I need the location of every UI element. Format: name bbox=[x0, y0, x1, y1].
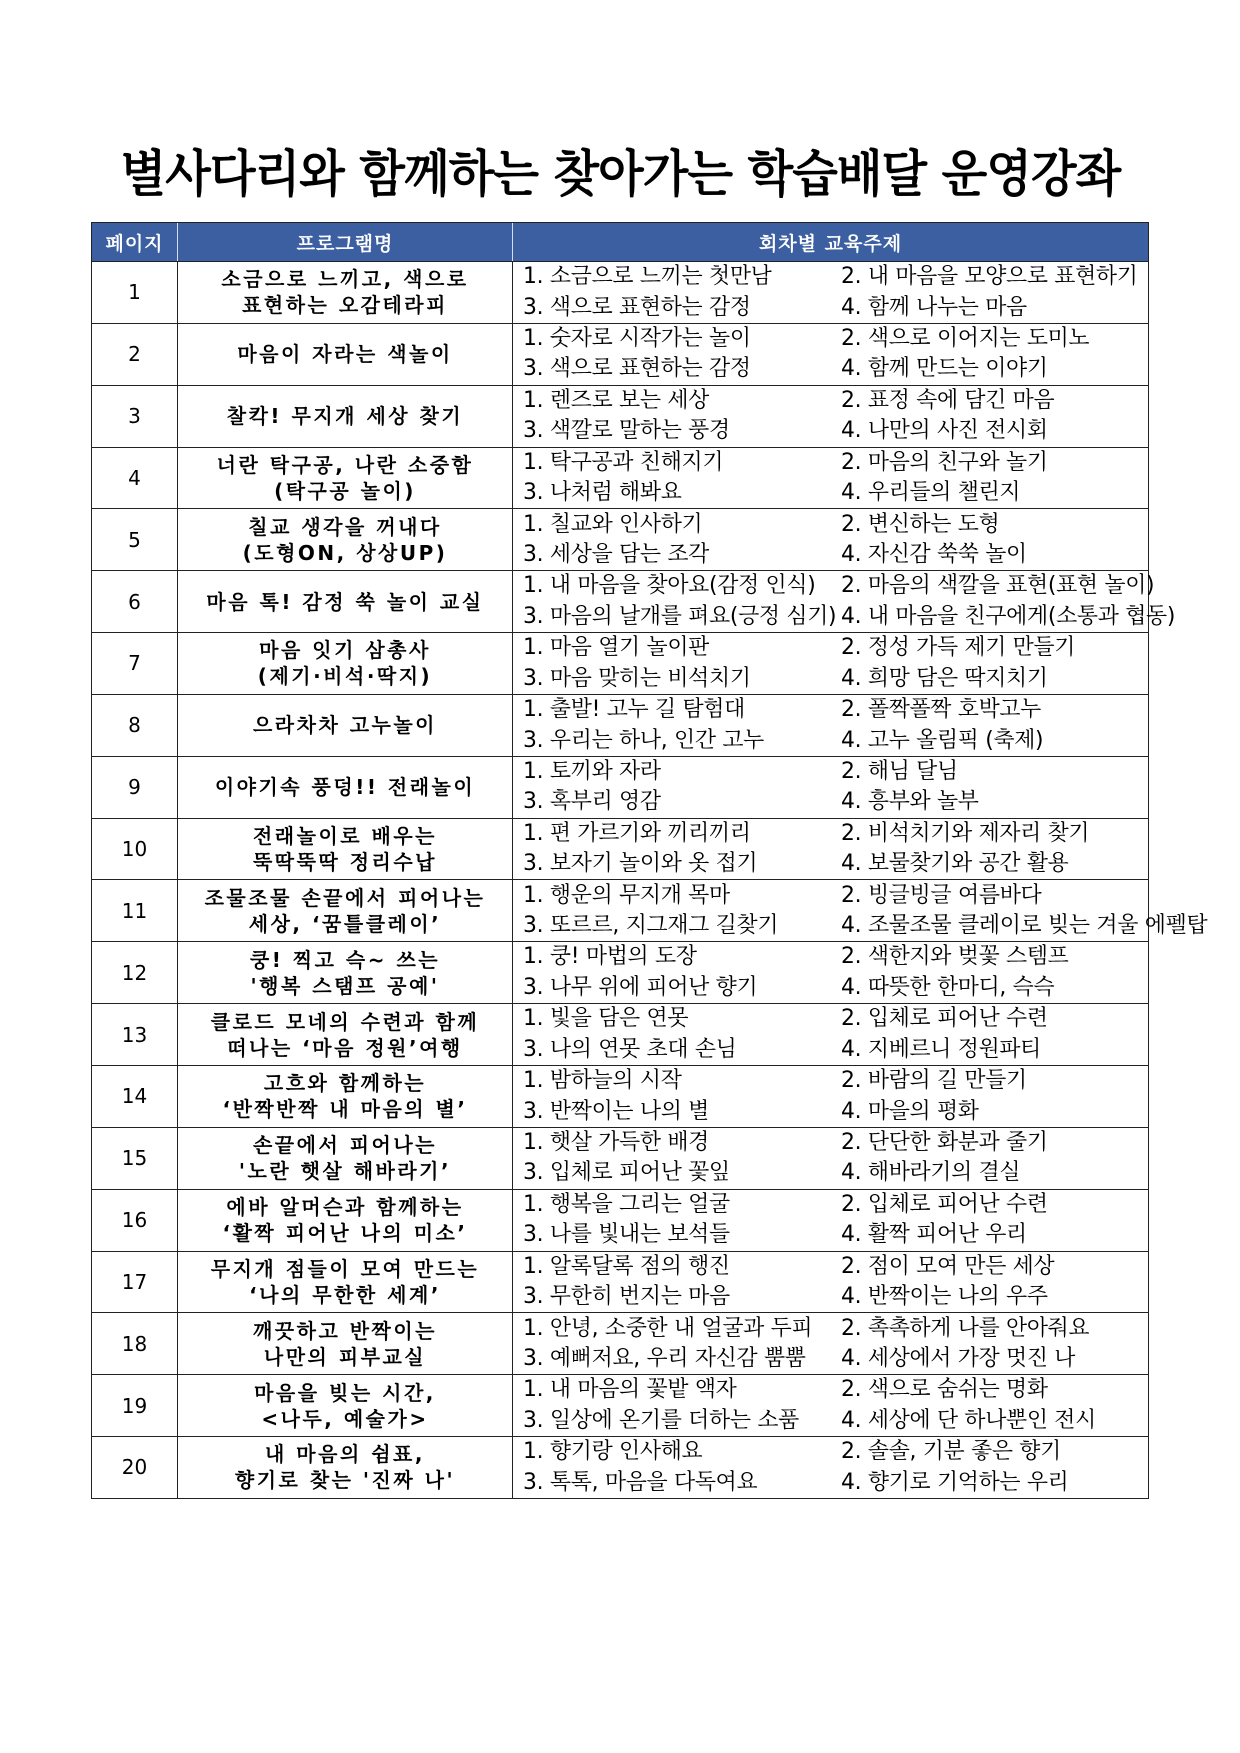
session-topic: 3. 색으로 표현하는 감정 bbox=[523, 294, 751, 320]
session-topic: 3. 나를 빛내는 보석들 bbox=[523, 1222, 730, 1248]
session-topic: 3. 예뻐저요, 우리 자신감 뿜뿜 bbox=[523, 1345, 806, 1371]
table-row bbox=[92, 1312, 1148, 1374]
session-topic: 1. 렌즈로 보는 세상 bbox=[523, 387, 710, 413]
table-row bbox=[92, 818, 1148, 880]
page-title bbox=[0, 136, 1240, 204]
session-topic: 2. 바람의 길 만들기 bbox=[841, 1068, 1027, 1094]
session-topic: 2. 색한지와 벚꽃 스템프 bbox=[841, 944, 1069, 970]
program-name-line: '노란 햇살 해바라기’ bbox=[238, 1159, 452, 1184]
program-name bbox=[178, 695, 513, 756]
program-table bbox=[91, 222, 1208, 1499]
session-topic: 1. 밤하늘의 시작 bbox=[523, 1068, 682, 1094]
program-name bbox=[178, 262, 513, 323]
session-topics bbox=[513, 1128, 1148, 1189]
session-topic: 4. 향기로 기억하는 우리 bbox=[841, 1469, 1069, 1495]
program-name bbox=[178, 880, 513, 941]
session-topic: 2. 변신하는 도형 bbox=[841, 511, 1000, 537]
program-name-line: 으라차차 고누놀이 bbox=[252, 713, 438, 738]
session-topic: 4. 해바라기의 결실 bbox=[841, 1160, 1021, 1186]
page-number: 7 bbox=[92, 633, 178, 694]
program-name bbox=[178, 1313, 513, 1374]
session-topic: 3. 마음의 날개를 펴요(긍정 심기) bbox=[523, 603, 837, 629]
table-row bbox=[92, 1189, 1148, 1251]
page-number: 12 bbox=[92, 942, 178, 1003]
header-topics: 회차별 교육주제 bbox=[758, 232, 903, 255]
table-row bbox=[92, 261, 1148, 323]
session-topic: 2. 색으로 이어지는 도미노 bbox=[841, 326, 1090, 352]
session-topic: 2. 비석치기와 제자리 찾기 bbox=[841, 820, 1090, 846]
session-topic: 4. 고누 올림픽 (축제) bbox=[841, 727, 1044, 753]
program-name-line: 클로드 모네의 수련과 함께 bbox=[210, 1009, 480, 1034]
page-number: 13 bbox=[92, 1004, 178, 1065]
page-number: 14 bbox=[92, 1066, 178, 1127]
session-topic: 2. 솔솔, 기분 좋은 향기 bbox=[841, 1439, 1061, 1465]
session-topic: 3. 색으로 표현하는 감정 bbox=[523, 356, 751, 382]
page-number: 8 bbox=[92, 695, 178, 756]
session-topic: 2. 폴짝폴짝 호박고누 bbox=[841, 697, 1041, 723]
session-topic: 1. 소금으로 느끼는 첫만남 bbox=[523, 264, 772, 290]
program-name-line: <나두, 예술가> bbox=[261, 1406, 429, 1431]
session-topic: 2. 색으로 숨쉬는 명화 bbox=[841, 1377, 1048, 1403]
session-topic: 1. 향기랑 인사해요 bbox=[523, 1439, 703, 1465]
session-topics bbox=[513, 262, 1148, 323]
session-topic: 4. 지베르니 정원파티 bbox=[841, 1036, 1041, 1062]
session-topic: 4. 내 마음을 친구에게(소통과 협동) bbox=[841, 603, 1176, 629]
session-topic: 1. 편 가르기와 끼리끼리 bbox=[523, 820, 751, 846]
program-name bbox=[178, 1066, 513, 1127]
page-number: 15 bbox=[92, 1128, 178, 1189]
page-number: 4 bbox=[92, 448, 178, 509]
page-number: 1 bbox=[92, 262, 178, 323]
session-topic: 1. 내 마음을 찾아요(감정 인식) bbox=[523, 573, 816, 599]
session-topic: 2. 촉촉하게 나를 안아줘요 bbox=[841, 1315, 1090, 1341]
program-name bbox=[178, 1128, 513, 1189]
page-number: 5 bbox=[92, 509, 178, 570]
table-row bbox=[92, 941, 1148, 1003]
session-topic: 3. 혹부리 영감 bbox=[523, 789, 661, 815]
session-topic: 3. 우리는 하나, 인간 고누 bbox=[523, 727, 764, 753]
program-name bbox=[178, 1437, 513, 1498]
program-name-line: '행복 스탬프 공예' bbox=[250, 973, 440, 998]
session-topic: 1. 내 마음의 꽃밭 액자 bbox=[523, 1377, 737, 1403]
session-topic: 1. 행복을 그리는 얼굴 bbox=[523, 1191, 730, 1217]
session-topics bbox=[513, 757, 1148, 818]
session-topic: 4. 나만의 사진 전시회 bbox=[841, 418, 1048, 444]
session-topic: 2. 단단한 화분과 줄기 bbox=[841, 1130, 1048, 1156]
session-topic: 2. 입체로 피어난 수련 bbox=[841, 1006, 1048, 1032]
program-name-line: (제기·비석·딱지) bbox=[257, 664, 433, 689]
session-topic: 1. 토끼와 자라 bbox=[523, 758, 661, 784]
page-number: 3 bbox=[92, 386, 178, 447]
program-name-line: 마음이 자라는 색놀이 bbox=[237, 342, 453, 367]
session-topics bbox=[513, 1313, 1148, 1374]
page-number: 2 bbox=[92, 324, 178, 385]
program-name-line: 쿵! 찍고 슥~ 쓰는 bbox=[249, 947, 441, 972]
session-topic: 2. 점이 모여 만든 세상 bbox=[841, 1253, 1055, 1279]
session-topic: 2. 빙글빙글 여름바다 bbox=[841, 882, 1042, 908]
session-topic: 3. 톡톡, 마음을 다독여요 bbox=[523, 1469, 758, 1495]
session-topics bbox=[513, 633, 1148, 694]
page-number: 20 bbox=[92, 1437, 178, 1498]
program-name-line: 너란 탁구공, 나란 소중함 bbox=[216, 452, 474, 477]
session-topic: 3. 보자기 놀이와 옷 접기 bbox=[523, 851, 758, 877]
table-row bbox=[92, 1003, 1148, 1065]
session-topic: 3. 마음 맞히는 비석치기 bbox=[523, 665, 751, 691]
table-row bbox=[92, 694, 1148, 756]
program-name-line: 무지개 점들이 모여 만드는 bbox=[210, 1256, 480, 1281]
page-number: 17 bbox=[92, 1252, 178, 1313]
table-row bbox=[92, 1065, 1148, 1127]
session-topics bbox=[513, 509, 1148, 570]
session-topic: 2. 정성 가득 제기 만들기 bbox=[841, 635, 1076, 661]
program-name-line: ‘활짝 피어난 나의 미소’ bbox=[222, 1221, 468, 1246]
session-topic: 1. 알록달록 점의 행진 bbox=[523, 1253, 730, 1279]
table-row bbox=[92, 323, 1148, 385]
session-topics bbox=[513, 1190, 1148, 1251]
session-topic: 1. 안녕, 소중한 내 얼굴과 두피 bbox=[523, 1315, 813, 1341]
session-topic: 1. 탁구공과 친해지기 bbox=[523, 449, 724, 475]
session-topic: 3. 일상에 온기를 더하는 소품 bbox=[523, 1407, 799, 1433]
session-topics bbox=[513, 880, 1213, 941]
program-name-line: 내 마음의 쉼표, bbox=[265, 1442, 425, 1467]
table-row bbox=[92, 1251, 1148, 1313]
table-row bbox=[92, 1436, 1148, 1498]
session-topic: 1. 햇살 가득한 배경 bbox=[523, 1130, 710, 1156]
session-topics bbox=[513, 695, 1148, 756]
session-topic: 4. 반짝이는 나의 우주 bbox=[841, 1284, 1048, 1310]
program-name-line: 소금으로 느끼고, 색으로 bbox=[221, 267, 469, 292]
program-name bbox=[178, 324, 513, 385]
session-topic: 3. 나무 위에 피어난 향기 bbox=[523, 974, 758, 1000]
session-topics bbox=[513, 942, 1148, 1003]
program-name-line: 나만의 피부교실 bbox=[263, 1344, 427, 1369]
session-topic: 4. 세상에서 가장 멋진 나 bbox=[841, 1345, 1076, 1371]
session-topic: 1. 마음 열기 놀이판 bbox=[523, 635, 710, 661]
table-row bbox=[92, 1374, 1148, 1436]
program-name bbox=[178, 1375, 513, 1436]
session-topic: 2. 해님 달님 bbox=[841, 758, 958, 784]
program-name-line: 찰칵! 무지개 세상 찾기 bbox=[226, 404, 464, 429]
program-name-line: 조물조물 손끝에서 피어나는 bbox=[204, 885, 486, 910]
session-topic: 4. 함께 나누는 마음 bbox=[841, 294, 1027, 320]
session-topic: 1. 행운의 무지개 목마 bbox=[523, 882, 730, 908]
session-topics bbox=[513, 1375, 1148, 1436]
program-name-line: 손끝에서 피어나는 bbox=[252, 1133, 438, 1158]
program-name bbox=[178, 1004, 513, 1065]
session-topic: 3. 무한히 번지는 마음 bbox=[523, 1284, 730, 1310]
page-number: 10 bbox=[92, 819, 178, 880]
program-name-line: ‘반짝반짝 내 마음의 별’ bbox=[222, 1097, 468, 1122]
session-topic: 3. 색깔로 말하는 풍경 bbox=[523, 418, 730, 444]
program-name bbox=[178, 633, 513, 694]
session-topics bbox=[513, 386, 1148, 447]
page-number: 18 bbox=[92, 1313, 178, 1374]
program-name-line: 향기로 찾는 '진짜 나' bbox=[234, 1468, 456, 1493]
session-topic: 3. 또르르, 지그재그 길찾기 bbox=[523, 913, 779, 939]
program-name-line: 세상, ‘꿈틀클레이’ bbox=[248, 911, 442, 936]
session-topic: 1. 빛을 담은 연못 bbox=[523, 1006, 689, 1032]
program-name-line: 마음 톡! 감정 쑥 놀이 교실 bbox=[206, 589, 484, 614]
program-name-line: 고흐와 함께하는 bbox=[263, 1071, 427, 1096]
session-topic: 4. 흥부와 놀부 bbox=[841, 789, 979, 815]
session-topic: 2. 마음의 친구와 놀기 bbox=[841, 449, 1048, 475]
table-row bbox=[92, 508, 1148, 570]
program-name-line: 칠교 생각을 꺼내다 bbox=[248, 514, 442, 539]
program-name-line: 뚝딱뚝딱 정리수납 bbox=[252, 850, 438, 875]
session-topic: 1. 쿵! 마법의 도장 bbox=[523, 944, 697, 970]
page-number: 19 bbox=[92, 1375, 178, 1436]
program-name-line: 이야기속 풍덩!! 전래놀이 bbox=[214, 775, 476, 800]
page-title-text: 별사다리와 함께하는 찾아가는 학습배달 운영강좌 bbox=[120, 145, 1120, 203]
session-topic: 4. 희망 담은 딱지치기 bbox=[841, 665, 1048, 691]
session-topics bbox=[513, 1004, 1148, 1065]
page-number: 11 bbox=[92, 880, 178, 941]
session-topics bbox=[513, 571, 1181, 632]
program-name-line: 마음 잇기 삼총사 bbox=[259, 638, 431, 663]
header-program: 프로그램명 bbox=[178, 223, 513, 261]
program-name-line: 마음을 빚는 시간, bbox=[254, 1380, 436, 1405]
session-topic: 4. 마을의 평화 bbox=[841, 1098, 979, 1124]
page-number: 16 bbox=[92, 1190, 178, 1251]
program-name-line: 에바 알머슨과 함께하는 bbox=[226, 1195, 464, 1220]
session-topic: 4. 활짝 피어난 우리 bbox=[841, 1222, 1027, 1248]
session-topic: 3. 반짝이는 나의 별 bbox=[523, 1098, 710, 1124]
program-name-line: 떠나는 ‘마음 정원’여행 bbox=[227, 1035, 463, 1060]
program-name bbox=[178, 757, 513, 818]
table-row bbox=[92, 385, 1148, 447]
program-name bbox=[178, 1252, 513, 1313]
session-topic: 4. 함께 만드는 이야기 bbox=[841, 356, 1048, 382]
program-name-line: (탁구공 놀이) bbox=[274, 478, 416, 503]
table-header-row bbox=[92, 223, 1148, 261]
session-topic: 2. 표정 속에 담긴 마음 bbox=[841, 387, 1055, 413]
program-name bbox=[178, 1190, 513, 1251]
table-row bbox=[92, 756, 1148, 818]
table-row bbox=[92, 1127, 1148, 1189]
program-name-line: (도형ON, 상상UP) bbox=[242, 540, 448, 565]
session-topic: 4. 우리들의 챌린지 bbox=[841, 480, 1021, 506]
program-name bbox=[178, 942, 513, 1003]
session-topics bbox=[513, 1437, 1148, 1498]
session-topic: 2. 마음의 색깔을 표현(표현 놀이) bbox=[841, 573, 1155, 599]
session-topic: 2. 내 마음을 모양으로 표현하기 bbox=[841, 264, 1138, 290]
session-topic: 1. 출발! 고누 길 탐험대 bbox=[523, 697, 745, 723]
program-name-line: 깨끗하고 반짝이는 bbox=[252, 1318, 438, 1343]
session-topic: 3. 세상을 담는 조각 bbox=[523, 542, 710, 567]
program-name-line: 전래놀이로 배우는 bbox=[252, 824, 438, 849]
session-topic: 1. 칠교와 인사하기 bbox=[523, 511, 703, 537]
table-row bbox=[92, 632, 1148, 694]
session-topics bbox=[513, 324, 1148, 385]
table-row bbox=[92, 879, 1208, 941]
program-name bbox=[178, 448, 513, 509]
session-topic: 3. 입체로 피어난 꽃잎 bbox=[523, 1160, 730, 1186]
session-topic: 3. 나의 연못 초대 손님 bbox=[523, 1036, 737, 1062]
program-name bbox=[178, 386, 513, 447]
program-name bbox=[178, 571, 513, 632]
program-name-line: 표현하는 오감테라피 bbox=[242, 293, 448, 318]
table-row bbox=[92, 570, 1176, 632]
session-topics bbox=[513, 1066, 1148, 1127]
session-topic: 4. 자신감 쑥쑥 놀이 bbox=[841, 542, 1027, 567]
session-topics bbox=[513, 819, 1148, 880]
session-topic: 4. 보물찾기와 공간 활용 bbox=[841, 851, 1069, 877]
program-name-line: ‘나의 무한한 세계’ bbox=[249, 1282, 441, 1307]
page-number: 6 bbox=[92, 571, 178, 632]
page-number: 9 bbox=[92, 757, 178, 818]
session-topic: 3. 나처럼 해봐요 bbox=[523, 480, 682, 506]
program-name bbox=[178, 819, 513, 880]
session-topics bbox=[513, 1252, 1148, 1313]
session-topic: 2. 입체로 피어난 수련 bbox=[841, 1191, 1048, 1217]
program-name bbox=[178, 509, 513, 570]
session-topic: 4. 세상에 단 하나뿐인 전시 bbox=[841, 1407, 1096, 1433]
session-topic: 4. 따뜻한 한마디, 슥슥 bbox=[841, 974, 1055, 1000]
session-topics bbox=[513, 448, 1148, 509]
session-topic: 4. 조물조물 클레이로 빚는 겨울 에펠탑 bbox=[841, 913, 1208, 939]
table-row bbox=[92, 447, 1148, 509]
header-page: 페이지 bbox=[92, 223, 178, 261]
session-topic: 1. 숫자로 시작가는 놀이 bbox=[523, 326, 751, 352]
